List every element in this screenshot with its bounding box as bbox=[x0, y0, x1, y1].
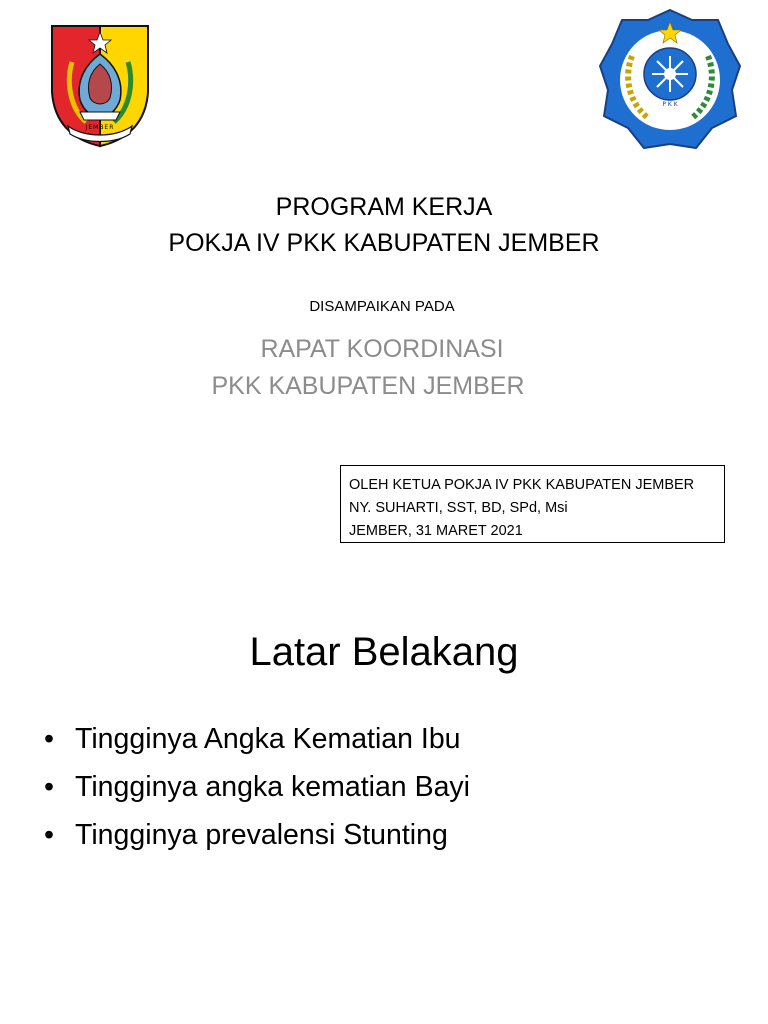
presenter-line-1: OLEH KETUA POKJA IV PKK KABUPATEN JEMBER bbox=[349, 477, 695, 493]
list-item bbox=[44, 811, 470, 859]
bullet-text: Tingginya Angka Kematian Ibu bbox=[75, 723, 461, 755]
bullet-icon: • bbox=[44, 723, 54, 755]
bullet-icon: • bbox=[44, 771, 54, 803]
presenter-box bbox=[340, 465, 725, 543]
bullet-text: Tingginya angka kematian Bayi bbox=[75, 771, 471, 803]
bullet-list bbox=[44, 715, 470, 859]
title-line-2: POKJA IV PKK KABUPATEN JEMBER bbox=[168, 229, 600, 257]
meeting-line-1: RAPAT KOORDINASI bbox=[260, 335, 504, 363]
presenter-line-3: JEMBER, 31 MARET 2021 bbox=[349, 523, 523, 539]
delivered-at-label: DISAMPAIKAN PADA bbox=[309, 298, 455, 315]
list-item bbox=[44, 763, 470, 811]
pkk-emblem-icon bbox=[596, 6, 744, 154]
pkk-logo-text: P K K bbox=[662, 101, 678, 108]
jember-logo-text: JEMBER bbox=[85, 124, 115, 131]
meeting-line-2: PKK KABUPATEN JEMBER bbox=[211, 372, 525, 400]
title-line-1: PROGRAM KERJA bbox=[275, 193, 493, 221]
slide-heading: Latar Belakang bbox=[249, 630, 519, 674]
list-item bbox=[44, 715, 470, 763]
presenter-line-2: NY. SUHARTI, SST, BD, SPd, Msi bbox=[349, 500, 568, 516]
bullet-text: Tingginya prevalensi Stunting bbox=[75, 819, 448, 851]
slide-background bbox=[0, 585, 768, 1024]
bullet-icon: • bbox=[44, 819, 54, 851]
